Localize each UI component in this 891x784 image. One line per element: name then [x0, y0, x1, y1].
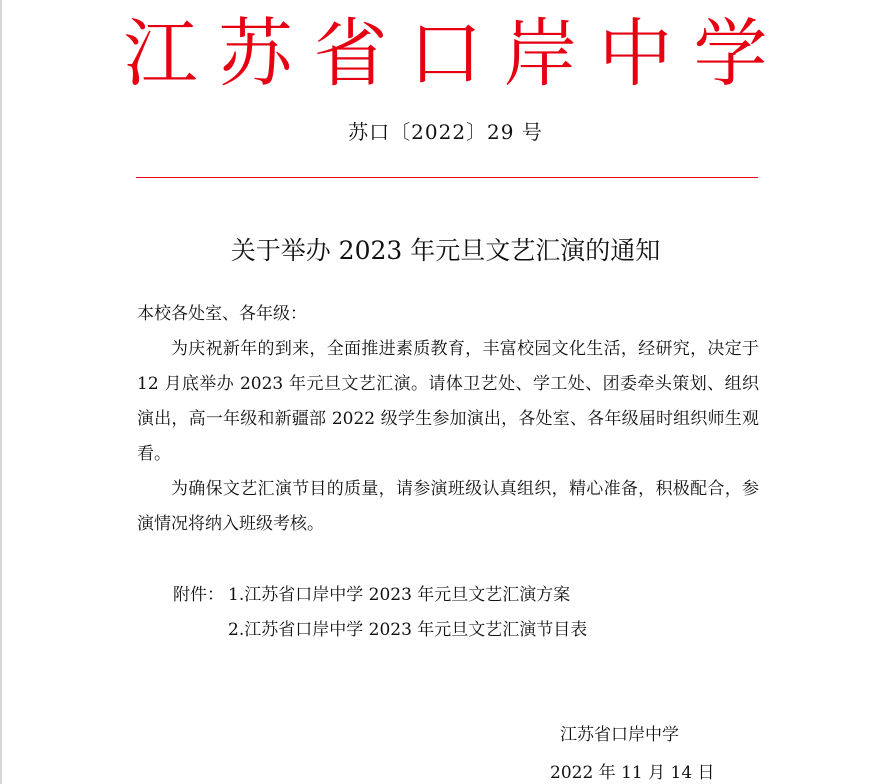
attachments-list — [173, 578, 587, 648]
attachment-item-2: 2.江苏省口岸中学 2023 年元旦文艺汇演节目表 — [228, 620, 588, 640]
salutation: 本校各处室、各年级： — [137, 304, 307, 324]
letterhead-red-rule — [136, 177, 758, 178]
attachments-label: 附件： — [173, 585, 224, 605]
body-paragraph-1: 为庆祝新年的到来，全面推进素质教育，丰富校园文化生活，经研究，决定于 12 月底举办 2023 年元旦文艺汇演。请体卫艺处、学工处、团委牵头策划、组织演出，高一年级和新疆部 2022 级学生参加演出，各处室、各年级届时组织师生观看。 — [137, 339, 759, 464]
body-paragraph-2: 为确保文艺汇演节目的质量，请参演班级认真组织，精心准备，积极配合，参演情况将纳入班级考核。 — [137, 479, 759, 534]
document-number: 苏口〔2022〕29 号 — [348, 120, 543, 144]
attachment-item-1: 1.江苏省口岸中学 2023 年元旦文艺汇演方案 — [228, 585, 571, 605]
attachment-row-2 — [173, 613, 587, 648]
notice-body — [137, 297, 759, 542]
signature-date: 2022 年 11 月 14 日 — [550, 763, 715, 783]
signature-organization: 江苏省口岸中学 — [560, 725, 679, 745]
notice-title: 关于举办 2023 年元旦文艺汇演的通知 — [230, 236, 661, 265]
attachment-row-1 — [173, 578, 587, 613]
letterhead-title: 江苏省口岸中学 — [123, 11, 789, 97]
